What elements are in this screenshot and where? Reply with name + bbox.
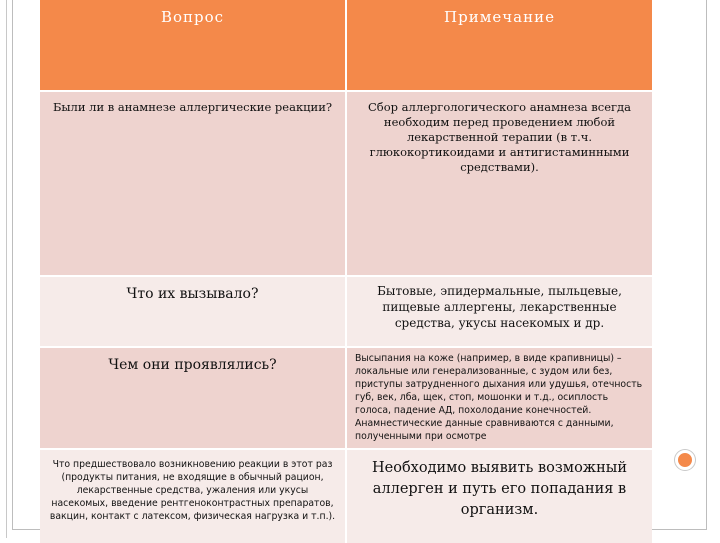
note-cell: Бытовые, эпидермальные, пыльцевые, пищевые аллергены, лекарственные средства, укусы насекомых и др.	[346, 276, 652, 347]
table-row	[40, 91, 652, 276]
question-cell: Чем они проявлялись?	[40, 347, 346, 449]
decorative-orange-dot	[675, 450, 695, 470]
header-note: Примечание	[346, 0, 652, 91]
note-cell: Сбор аллергологического анамнеза всегда необходим перед проведением любой лекарственной терапии (в т.ч. глюкокортикоидами и антигистаминными средствами).	[346, 91, 652, 276]
decorative-left-line	[6, 0, 7, 538]
question-cell: Что их вызывало?	[40, 276, 346, 347]
anamnesis-table	[40, 0, 652, 543]
table-row	[40, 449, 652, 543]
note-cell: Высыпания на коже (например, в виде крапивницы) – локальные или генерализованные, с зудом или без, приступы затрудненного дыхания или удушья, отечность губ, век, лба, щек, стоп, мошонки и т.д., осиплость голоса, падение АД, похолодание конечностей. Анамнестические данные сравниваются с данными, полученными при осмотре	[346, 347, 652, 449]
table-row	[40, 276, 652, 347]
note-cell: Необходимо выявить возможный аллерген и путь его попадания в организм.	[346, 449, 652, 543]
header-question: Вопрос	[40, 0, 346, 91]
question-cell: Были ли в анамнезе аллергические реакции?	[40, 91, 346, 276]
question-cell: Что предшествовало возникновению реакции в этот раз (продукты питания, не входящие в обычный рацион, лекарственные средства, ужаления или укусы насекомых, введение рентгеноконтрастных препаратов, вакцин, контакт с латексом, физическая нагрузка и т.п.).	[40, 449, 346, 543]
table-row	[40, 347, 652, 449]
table-header-row	[40, 0, 652, 91]
